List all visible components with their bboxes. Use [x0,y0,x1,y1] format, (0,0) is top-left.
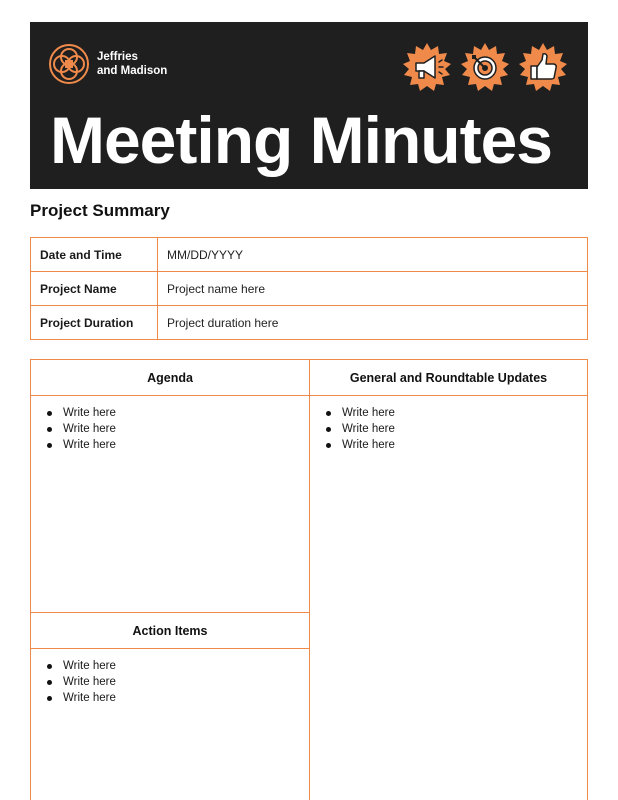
list-item[interactable]: Write here [46,690,116,706]
brand-name [97,50,167,78]
brand-name-line1: Jeffries [97,51,138,63]
divider [31,648,309,649]
project-summary-table [30,237,588,340]
project-duration-label: Project Duration [31,306,158,340]
project-duration-field[interactable]: Project duration here [158,306,588,340]
list-item[interactable]: Write here [46,437,116,453]
agenda-heading: Agenda [147,370,193,385]
agenda-list[interactable] [31,405,116,453]
megaphone-icon [402,42,452,92]
table-row [31,272,588,306]
action-items-heading: Action Items [132,623,208,638]
header-banner [30,22,588,189]
table-row [31,238,588,272]
table-row [31,306,588,340]
brand-name-line2: and Madison [97,65,168,77]
list-item[interactable]: Write here [46,658,116,674]
project-summary-heading: Project Summary [30,201,170,220]
updates-heading: General and Roundtable Updates [349,370,548,385]
project-name-label: Project Name [31,272,158,306]
updates-list[interactable] [310,405,395,453]
target-icon [460,42,510,92]
thumbs-up-icon [518,42,568,92]
badge-group [402,42,568,92]
list-item[interactable]: Write here [325,421,395,437]
list-item[interactable]: Write here [46,405,116,421]
project-name-field[interactable]: Project name here [158,272,588,306]
date-time-label: Date and Time [31,238,158,272]
notes-grid [30,359,588,800]
list-item[interactable]: Write here [46,421,116,437]
date-time-field[interactable]: MM/DD/YYYY [158,238,588,272]
list-item[interactable]: Write here [46,674,116,690]
brand-logo-icon [48,43,90,85]
brand [48,43,167,85]
divider [31,395,587,396]
list-item[interactable]: Write here [325,405,395,421]
action-items-list[interactable] [31,658,116,706]
list-item[interactable]: Write here [325,437,395,453]
page-title: Meeting Minutes [50,103,553,177]
